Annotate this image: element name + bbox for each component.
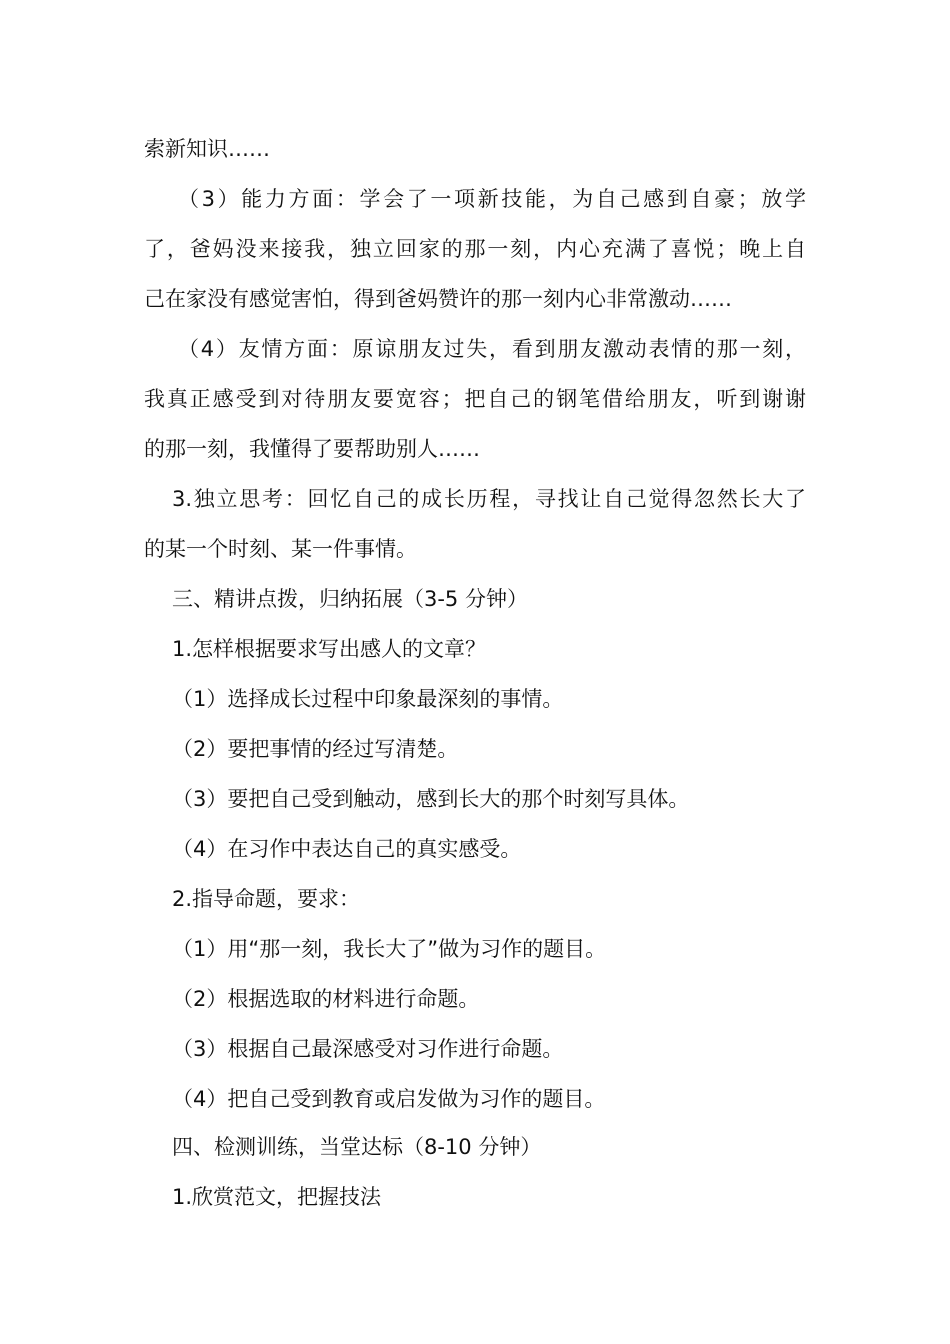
text-line-9: 的某一个时刻、某一件事情。 xyxy=(144,537,417,561)
text-line-2: （3）能力方面：学会了一项新技能，为自己感到自豪；放学 xyxy=(178,187,806,211)
text-line-22: 1.欣赏范文，把握技法 xyxy=(172,1185,382,1209)
text-line-15: （4）在习作中表达自己的真实感受。 xyxy=(172,837,522,861)
text-line-17: （1）用“那一刻，我长大了”做为习作的题目。 xyxy=(172,937,607,961)
text-line-8: 3.独立思考：回忆自己的成长历程，寻找让自己觉得忽然长大了 xyxy=(172,487,806,511)
text-line-7: 的那一刻，我懂得了要帮助别人…… xyxy=(144,437,480,461)
section-heading-3: 三、精讲点拨，归纳拓展（3-5 分钟） xyxy=(172,587,528,611)
text-line-20: （4）把自己受到教育或启发做为习作的题目。 xyxy=(172,1087,606,1111)
text-line-14: （3）要把自己受到触动，感到长大的那个时刻写具体。 xyxy=(172,787,690,811)
text-line-19: （3）根据自己最深感受对习作进行命题。 xyxy=(172,1037,564,1061)
text-line-18: （2）根据选取的材料进行命题。 xyxy=(172,987,480,1011)
text-line-5: （4）友情方面：原谅朋友过失，看到朋友激动表情的那一刻， xyxy=(178,337,806,361)
text-line-13: （2）要把事情的经过写清楚。 xyxy=(172,737,459,761)
text-line-6: 我真正感受到对待朋友要宽容；把自己的钢笔借给朋友，听到谢谢 xyxy=(144,387,806,411)
text-line-4: 己在家没有感觉害怕，得到爸妈赞许的那一刻内心非常激动…… xyxy=(144,287,732,311)
text-line-11: 1.怎样根据要求写出感人的文章？ xyxy=(172,637,487,661)
section-heading-4: 四、检测训练，当堂达标（8-10 分钟） xyxy=(172,1135,542,1159)
text-line-3: 了，爸妈没来接我，独立回家的那一刻，内心充满了喜悦；晚上自 xyxy=(144,237,806,261)
text-line-1: 索新知识…… xyxy=(144,137,270,161)
text-line-16: 2.指导命题，要求： xyxy=(172,887,361,911)
text-line-12: （1）选择成长过程中印象最深刻的事情。 xyxy=(172,687,564,711)
